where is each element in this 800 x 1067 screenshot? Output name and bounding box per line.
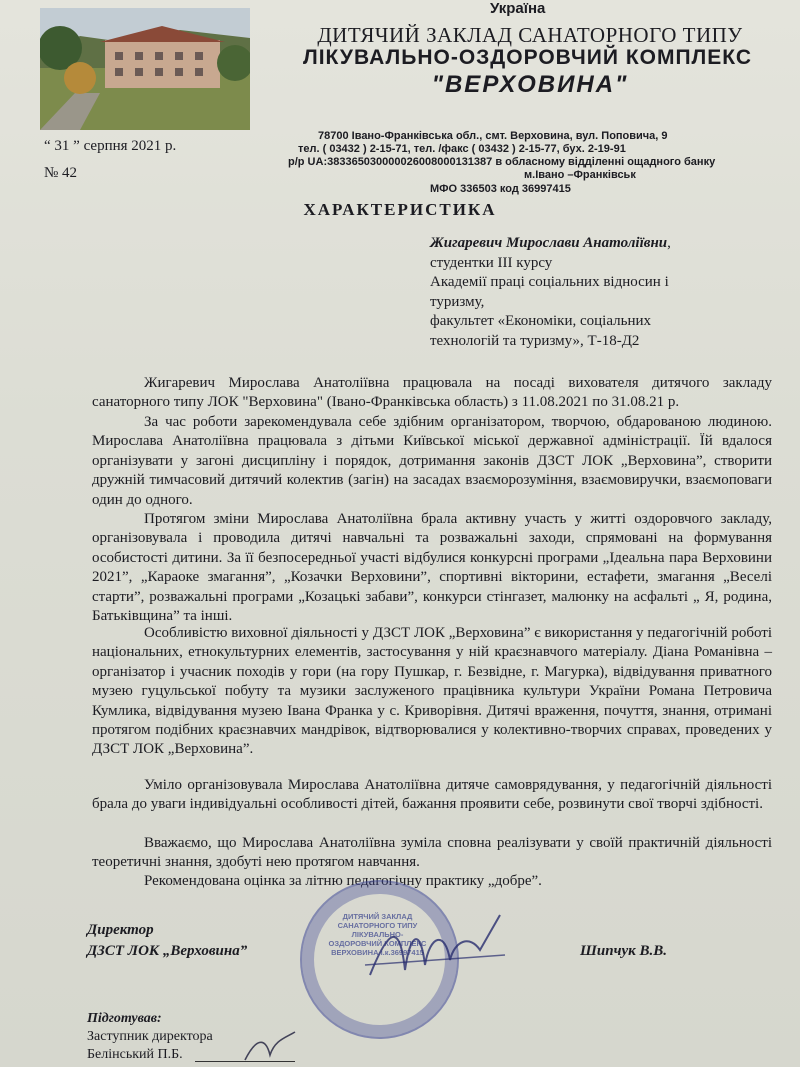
- document-title: ХАРАКТЕРИСТИКА: [303, 200, 497, 219]
- header-institution-type: ДИТЯЧИЙ ЗАКЛАД САНАТОРНОГО ТИПУ: [317, 23, 743, 47]
- document-date: “ 31 ” серпня 2021 р.: [44, 138, 177, 154]
- body-paragraph: [92, 834, 772, 873]
- header-complex: ЛІКУВАЛЬНО-ОЗДОРОВЧИЙ КОМПЛЕКС: [302, 46, 752, 69]
- body-paragraph: [92, 624, 772, 760]
- signature-org: ДЗСТ ЛОК „Верховина”: [87, 943, 248, 959]
- paragraph-text: Вважаємо, що Мирослава Анатоліївна зуміла сповна реалізувати у своїй практичній діяльності теоретичні знання, здобуті нею протягом навчання.: [92, 835, 772, 871]
- addressee-line: туризму,: [430, 293, 485, 310]
- signature-role: Директор: [87, 922, 154, 938]
- address-city-line: м.Івано –Франківськ: [524, 169, 636, 181]
- paragraph-text: Жигаревич Мирослава Анатоліївна працювала на посаді вихователя дитячого закладу санаторного типу ЛОК "Верховина" (Івано-Франківська область) з 11.08.2021 по 31.08.21 р.: [92, 375, 772, 411]
- header-country: Україна: [490, 0, 546, 17]
- signature-name: Шипчук В.В.: [580, 943, 667, 959]
- body-paragraph: [92, 374, 772, 413]
- paragraph-text: Рекомендована оцінка за літню педагогічну практику „добре”.: [144, 873, 542, 889]
- body-paragraph: [92, 872, 772, 891]
- header-photo: [40, 8, 250, 130]
- addressee-block: [430, 234, 780, 351]
- addressee-name: Жигаревич Мирослави Анатоліївни: [430, 235, 668, 251]
- paragraph-text: За час роботи зарекомендувала себе здібним організатором, творчою, обдарованою людиною. Мирослава Анатоліївна працювала з дітьми Київської міської державної адміністрації. Їй вдалося організувати у загоні дисципліну і порядок, дотримання законів ДЗСТ ЛОК „Верховина”, створити дружній тимчасовий дитячий колектив (загін) на засадах взаєморозуміння, взаємовиручки, взаємоповаги один до одного.: [92, 414, 772, 508]
- body-paragraph: [92, 776, 772, 815]
- stamp-text: ДИТЯЧИЙ ЗАКЛАД САНАТОРНОГО ТИПУ ЛІКУВАЛЬНО- ОЗДОРОВЧИЙ КОМПЛЕКС ВЕРХОВИНА і.к.36997415: [328, 912, 427, 957]
- address-bank-line: р/р UA:383365030000026008000131387 в обласному відділенні ощадного банку: [288, 156, 716, 168]
- addressee-line: факультет «Економіки, соціальних: [430, 313, 651, 329]
- addressee-line: технологій та туризму», Т-18-Д2: [430, 332, 640, 349]
- prepared-name: Белінський П.Б.: [87, 1047, 183, 1062]
- body-paragraph: [92, 510, 772, 626]
- paragraph-text: Протягом зміни Мирослава Анатоліївна брала активну участь у житті оздоровчого закладу, організовувала і проводила дитячі навчальні та розважальні заходи, спрямовані на формування особистості дитини. За її безпосередньої участі відбулися конкурсні програми „Ідеальна пара Верховини 2021”, „Караоке змагання”, „Козачки Верховини”, спортивні вікторини, естафети, змагання „Веселі старти”, розважальні програми „Козацькі забави”, конкурси стінгазет, малюнку на асфальті „ Я, родина, Батьківщина” та інші.: [92, 511, 772, 625]
- paragraph-text: Уміло організовувала Мирослава Анатоліївна дитяче самоврядування, у педагогічній діяльності брала до уваги індивідуальні особливості дітей, бажання проявити себе, розвинути свої творчі здібності.: [92, 777, 772, 813]
- document-number: № 42: [44, 165, 78, 181]
- paragraph-text: Особливістю виховної діяльності у ДЗСТ ЛОК „Верховина” є використання у педагогічній роботі національних, етнокультурних елементів, застосування у ній краєзнавчого матеріалу. Діана Романівна – організатор і учасник походів у гори (на гору Пушкар, г. Безвідне, г. Магурка), відвідування приватного музею гуцульської побуту та музики заслуженого працівника культури України Романа Петровича Кумлика, відвідування музею Івана Франка у с. Криворівня. Дитячі враження, почуття, знання, отримані протягом подібних краєзнавчих мандрівок, відтворювалися у колективно-творчих справах, проведених у ДЗСТ ЛОК „Верховина”.: [92, 625, 772, 758]
- header-institution-name: "ВЕРХОВИНА": [431, 71, 629, 98]
- address-codes-line: МФО 336503 код 36997415: [430, 183, 571, 195]
- addressee-line: Академії праці соціальних відносин і: [430, 274, 669, 290]
- prepared-label: Підготував:: [87, 1011, 162, 1026]
- preparer-signature: [240, 1030, 300, 1067]
- prepared-position: Заступник директора: [87, 1029, 213, 1044]
- addressee-comma: ,: [667, 235, 671, 251]
- body-paragraph: [92, 413, 772, 510]
- address-line: 78700 Івано-Франківська обл., смт. Верховина, вул. Поповича, 9: [318, 130, 668, 142]
- address-phone-line: тел. ( 03432 ) 2-15-71, тел. /факс ( 03432 ) 2-15-77, бух. 2-19-91: [298, 143, 626, 155]
- addressee-line: студентки ІІІ курсу: [430, 254, 553, 271]
- director-signature: [360, 905, 510, 995]
